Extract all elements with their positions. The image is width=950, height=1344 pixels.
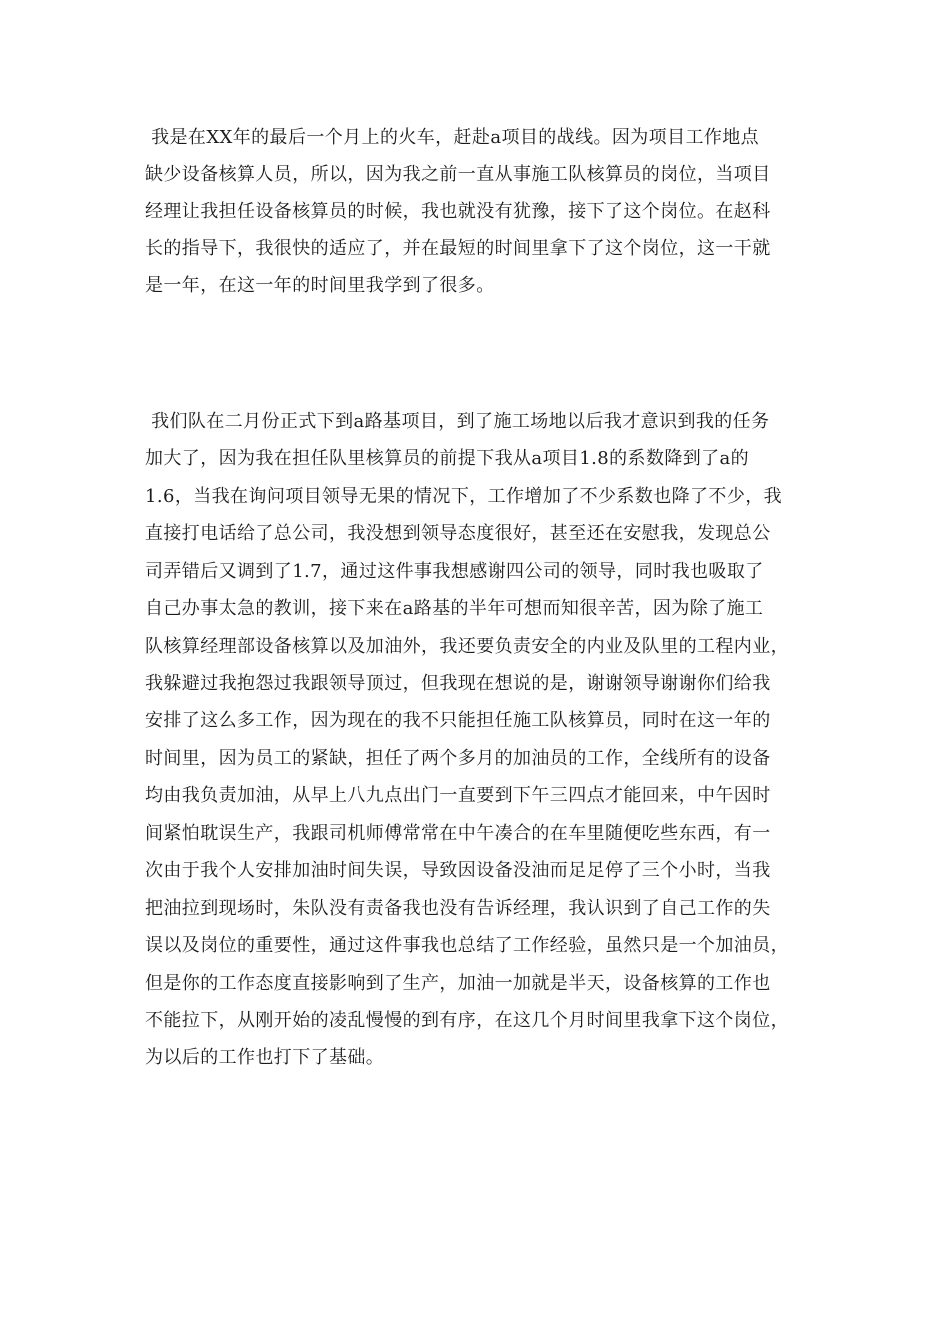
- paragraph-line: 队核算经理部设备核算以及加油外，我还要负责安全的内业及队里的工程内业，: [145, 636, 789, 657]
- paragraph-line: 1.6，当我在询问项目领导无果的情况下，工作增加了不少系数也降了不少，我: [145, 486, 783, 507]
- paragraph-line: 间紧怕耽误生产，我跟司机师傅常常在中午凑合的在车里随便吃些东西，有一: [145, 823, 771, 844]
- paragraph-line: 为以后的工作也打下了基础。: [145, 1047, 385, 1068]
- paragraph-line: 把油拉到现场时，朱队没有责备我也没有告诉经理，我认识到了自己工作的失: [145, 898, 771, 919]
- paragraph-line: 我是在XX年的最后一个月上的火车，赶赴a项目的战线。因为项目工作地点: [145, 127, 760, 148]
- paragraph-line: 经理让我担任设备核算员的时候，我也就没有犹豫，接下了这个岗位。在赵科: [145, 201, 771, 222]
- paragraph-line: 但是你的工作态度直接影响到了生产，加油一加就是半天，设备核算的工作也: [145, 973, 771, 994]
- paragraph-line: 时间里，因为员工的紧缺，担任了两个多月的加油员的工作，全线所有的设备: [145, 748, 771, 769]
- paragraph-line: 是一年，在这一年的时间里我学到了很多。: [145, 275, 495, 296]
- paragraph-line: 不能拉下，从刚开始的凌乱慢慢的到有序，在这几个月时间里我拿下这个岗位，: [145, 1010, 789, 1031]
- paragraph-line: 长的指导下，我很快的适应了，并在最短的时间里拿下了这个岗位，这一干就: [145, 238, 771, 259]
- paragraph-line: 我们队在二月份正式下到a路基项目，到了施工场地以后我才意识到我的任务: [145, 411, 770, 432]
- paragraph-line: 均由我负责加油，从早上八九点出门一直要到下午三四点才能回来，中午因时: [145, 785, 771, 806]
- paragraph-line: 误以及岗位的重要性，通过这件事我也总结了工作经验，虽然只是一个加油员，: [145, 935, 789, 956]
- paragraph-line: 次由于我个人安排加油时间失误，导致因设备没油而足足停了三个小时，当我: [145, 860, 771, 881]
- paragraph-line: 司弄错后又调到了1.7，通过这件事我想感谢四公司的领导，同时我也吸取了: [145, 561, 764, 582]
- paragraph-line: 加大了，因为我在担任队里核算员的前提下我从a项目1.8的系数降到了a的: [145, 448, 750, 469]
- paragraph-line: 我躲避过我抱怨过我跟领导顶过，但我现在想说的是，谢谢领导谢谢你们给我: [145, 673, 771, 694]
- paragraph-line: 安排了这么多工作，因为现在的我不只能担任施工队核算员，同时在这一年的: [145, 710, 771, 731]
- paragraph-line: 直接打电话给了总公司，我没想到领导态度很好，甚至还在安慰我，发现总公: [145, 523, 771, 544]
- paragraph-line: 自己办事太急的教训，接下来在a路基的半年可想而知很辛苦，因为除了施工: [145, 598, 764, 619]
- paragraph-line: 缺少设备核算人员，所以，因为我之前一直从事施工队核算员的岗位，当项目: [145, 164, 771, 185]
